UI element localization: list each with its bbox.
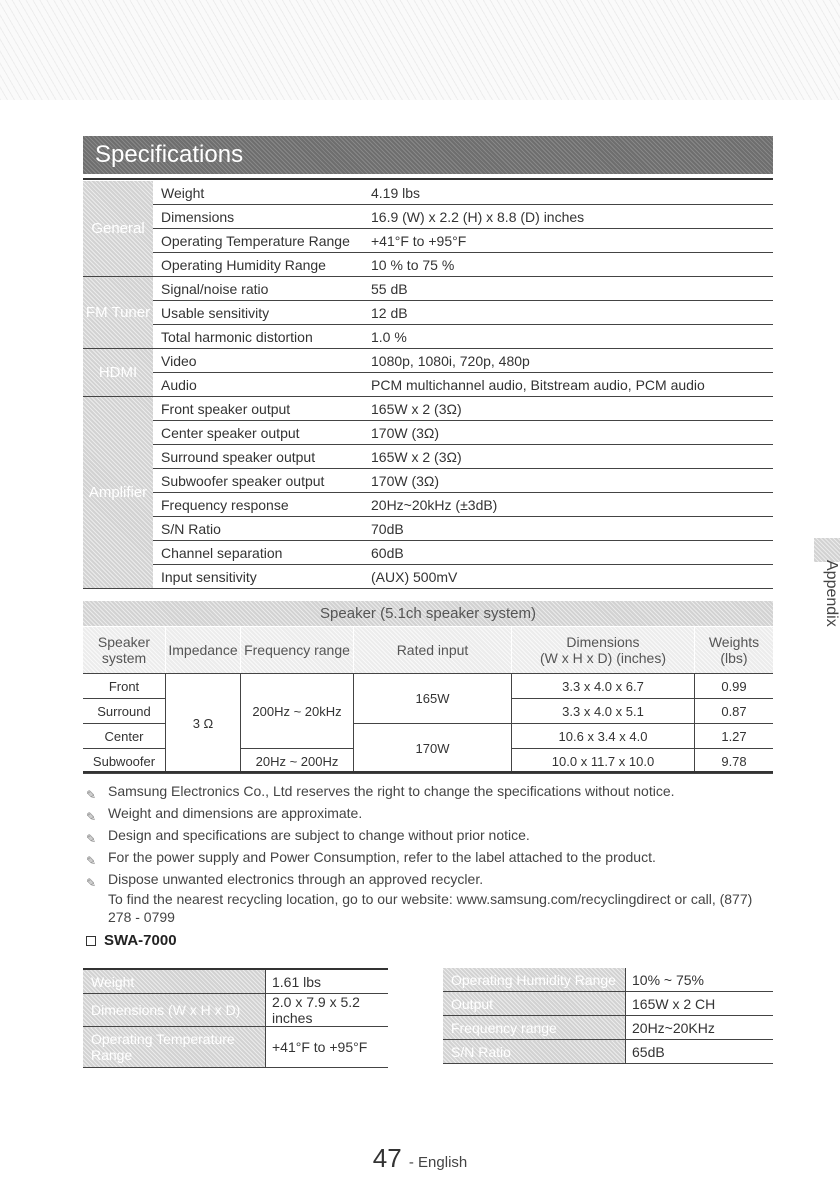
table-row bbox=[83, 674, 773, 699]
spec-value: 165W x 2 (3Ω) bbox=[361, 397, 773, 421]
recycling-note: To find the nearest recycling location, go to our website: www.samsung.com/recyclingdirect or call, (877) 278 - 0799 bbox=[108, 891, 753, 925]
page-number: 47 bbox=[372, 1143, 402, 1173]
swa-label: S/N Ratio bbox=[443, 1040, 626, 1064]
spec-row bbox=[83, 277, 773, 301]
swa-label: Output bbox=[443, 992, 626, 1016]
note-icon: ✎ bbox=[86, 810, 97, 824]
spec-row bbox=[83, 397, 773, 421]
header-dimensions: Dimensions (W x H x D) (inches) bbox=[512, 627, 695, 674]
spec-value: 1.0 % bbox=[361, 325, 773, 349]
note-icon: ✎ bbox=[86, 832, 97, 846]
table-row bbox=[443, 968, 773, 992]
spec-label: Subwoofer speaker output bbox=[161, 473, 328, 489]
impedance-value: 3 Ω bbox=[166, 674, 241, 774]
table-row bbox=[443, 1040, 773, 1064]
swa-value: 10% ~ 75% bbox=[626, 968, 774, 992]
spec-value: 70dB bbox=[361, 517, 773, 541]
spec-value: 16.9 (W) x 2.2 (H) x 8.8 (D) inches bbox=[361, 205, 773, 229]
spec-table bbox=[83, 181, 773, 589]
spec-row bbox=[83, 541, 773, 565]
note-item: ✎ Design and specifications are subject to change without prior notice. bbox=[86, 824, 776, 846]
category-general: General bbox=[83, 181, 153, 277]
category-fm-tuner: FM Tuner bbox=[83, 277, 153, 349]
swa-value: 65dB bbox=[626, 1040, 774, 1064]
spec-label: Surround speaker output bbox=[161, 449, 319, 465]
category-amplifier: Amplifier bbox=[83, 397, 153, 589]
header-frequency-range: Frequency range bbox=[241, 627, 354, 674]
spec-label: Audio bbox=[161, 377, 201, 393]
spec-label: S/N Ratio bbox=[161, 521, 225, 537]
spec-label: Video bbox=[161, 353, 201, 369]
spec-value: 12 dB bbox=[361, 301, 773, 325]
spec-value: (AUX) 500mV bbox=[361, 565, 773, 589]
decorative-header-band bbox=[0, 0, 840, 100]
spec-row bbox=[83, 325, 773, 349]
spec-value: 55 dB bbox=[361, 277, 773, 301]
swa-value: +41°F to +95°F bbox=[266, 1027, 389, 1068]
note-item: ✎ Samsung Electronics Co., Ltd reserves the right to change the specifications without notice. bbox=[86, 780, 776, 802]
spec-value: 170W (3Ω) bbox=[361, 469, 773, 493]
swa-label: Frequency range bbox=[443, 1016, 626, 1040]
table-row bbox=[83, 994, 388, 1027]
page-footer bbox=[0, 1143, 840, 1174]
spec-value: PCM multichannel audio, Bitstream audio, PCM audio bbox=[361, 373, 773, 397]
table-row bbox=[443, 1016, 773, 1040]
spec-row bbox=[83, 565, 773, 589]
header-speaker-system: Speaker system bbox=[83, 627, 166, 674]
header-rated-input: Rated input bbox=[354, 627, 512, 674]
header-impedance: Impedance bbox=[166, 627, 241, 674]
spec-value: 4.19 lbs bbox=[361, 181, 773, 205]
swa-heading: SWA-7000 bbox=[86, 932, 177, 949]
swa-right-table bbox=[443, 968, 773, 1064]
title-rule bbox=[83, 178, 773, 180]
dimensions-value: 10.6 x 3.4 x 4.0 bbox=[512, 724, 695, 749]
swa-value: 2.0 x 7.9 x 5.2 inches bbox=[266, 994, 389, 1027]
spec-row bbox=[83, 253, 773, 277]
category-hdmi: HDMI bbox=[83, 349, 153, 397]
swa-label: Weight bbox=[83, 969, 266, 994]
dimensions-value: 3.3 x 4.0 x 5.1 bbox=[512, 699, 695, 724]
spec-row bbox=[83, 181, 773, 205]
spec-row bbox=[83, 349, 773, 373]
spec-label: Front speaker output bbox=[161, 401, 294, 417]
frequency-value: 20Hz ~ 200Hz bbox=[241, 749, 354, 774]
spec-row bbox=[83, 445, 773, 469]
spec-value: 165W x 2 (3Ω) bbox=[361, 445, 773, 469]
spec-label: Input sensitivity bbox=[161, 569, 261, 585]
spec-value: +41°F to +95°F bbox=[361, 229, 773, 253]
spec-label: Center speaker output bbox=[161, 425, 304, 441]
side-tab-marker bbox=[814, 538, 840, 562]
speaker-table-header bbox=[83, 627, 773, 674]
swa-left-table bbox=[83, 968, 388, 1068]
spec-value: 1080p, 1080i, 720p, 480p bbox=[361, 349, 773, 373]
speaker-name: Surround bbox=[83, 699, 166, 724]
spec-value: 170W (3Ω) bbox=[361, 421, 773, 445]
weight-value: 1.27 bbox=[695, 724, 774, 749]
spec-row bbox=[83, 421, 773, 445]
spec-value: 60dB bbox=[361, 541, 773, 565]
checkbox-bullet-icon bbox=[86, 936, 96, 946]
appendix-label: Appendix bbox=[823, 560, 840, 627]
speaker-system-banner: Speaker (5.1ch speaker system) bbox=[83, 601, 773, 626]
rated-input-value: 165W bbox=[354, 674, 512, 724]
spec-label: Frequency response bbox=[161, 497, 293, 513]
spec-label: Usable sensitivity bbox=[161, 305, 273, 321]
note-icon: ✎ bbox=[86, 788, 97, 802]
notes-list bbox=[86, 780, 776, 926]
speaker-table-bottom-rule bbox=[83, 771, 773, 773]
spec-label: Signal/noise ratio bbox=[161, 281, 272, 297]
dimensions-value: 3.3 x 4.0 x 6.7 bbox=[512, 674, 695, 699]
table-row bbox=[83, 969, 388, 994]
spec-label: Channel separation bbox=[161, 545, 286, 561]
spec-row bbox=[83, 493, 773, 517]
header-weights: Weights (lbs) bbox=[695, 627, 774, 674]
table-row bbox=[83, 1027, 388, 1068]
spec-label: Operating Humidity Range bbox=[161, 257, 330, 273]
spec-row bbox=[83, 469, 773, 493]
speaker-table bbox=[83, 627, 773, 774]
swa-value: 20Hz~20KHz bbox=[626, 1016, 774, 1040]
weight-value: 0.99 bbox=[695, 674, 774, 699]
spec-label: Total harmonic distortion bbox=[161, 329, 317, 345]
note-item: ✎ For the power supply and Power Consumption, refer to the label attached to the product. bbox=[86, 846, 776, 868]
note-icon: ✎ bbox=[86, 854, 97, 868]
note-icon: ✎ bbox=[86, 876, 97, 890]
swa-label: Operating Humidity Range bbox=[443, 968, 626, 992]
rated-input-value: 170W bbox=[354, 724, 512, 774]
table-row bbox=[443, 992, 773, 1016]
speaker-name: Center bbox=[83, 724, 166, 749]
page-language: - English bbox=[408, 1154, 468, 1171]
spec-row bbox=[83, 373, 773, 397]
swa-label: Operating Temperature Range bbox=[83, 1027, 266, 1068]
section-title: Specifications bbox=[83, 136, 773, 174]
spec-value: 20Hz~20kHz (±3dB) bbox=[361, 493, 773, 517]
speaker-name: Subwoofer bbox=[83, 749, 166, 774]
weight-value: 0.87 bbox=[695, 699, 774, 724]
swa-value: 1.61 lbs bbox=[266, 969, 389, 994]
spec-label: Weight bbox=[161, 185, 208, 201]
frequency-value: 200Hz ~ 20kHz bbox=[241, 674, 354, 749]
spec-label: Operating Temperature Range bbox=[161, 233, 354, 249]
swa-value: 165W x 2 CH bbox=[626, 992, 774, 1016]
spec-value: 10 % to 75 % bbox=[361, 253, 773, 277]
spec-label: Dimensions bbox=[161, 209, 238, 225]
spec-row bbox=[83, 517, 773, 541]
swa-label: Dimensions (W x H x D) bbox=[83, 994, 266, 1027]
spec-row bbox=[83, 301, 773, 325]
note-item: ✎ Weight and dimensions are approximate. bbox=[86, 802, 776, 824]
note-item: ✎ Dispose unwanted electronics through an approved recycler. bbox=[86, 868, 776, 890]
dimensions-value: 10.0 x 11.7 x 10.0 bbox=[512, 749, 695, 774]
speaker-name: Front bbox=[83, 674, 166, 699]
spec-row bbox=[83, 205, 773, 229]
weight-value: 9.78 bbox=[695, 749, 774, 774]
spec-row bbox=[83, 229, 773, 253]
